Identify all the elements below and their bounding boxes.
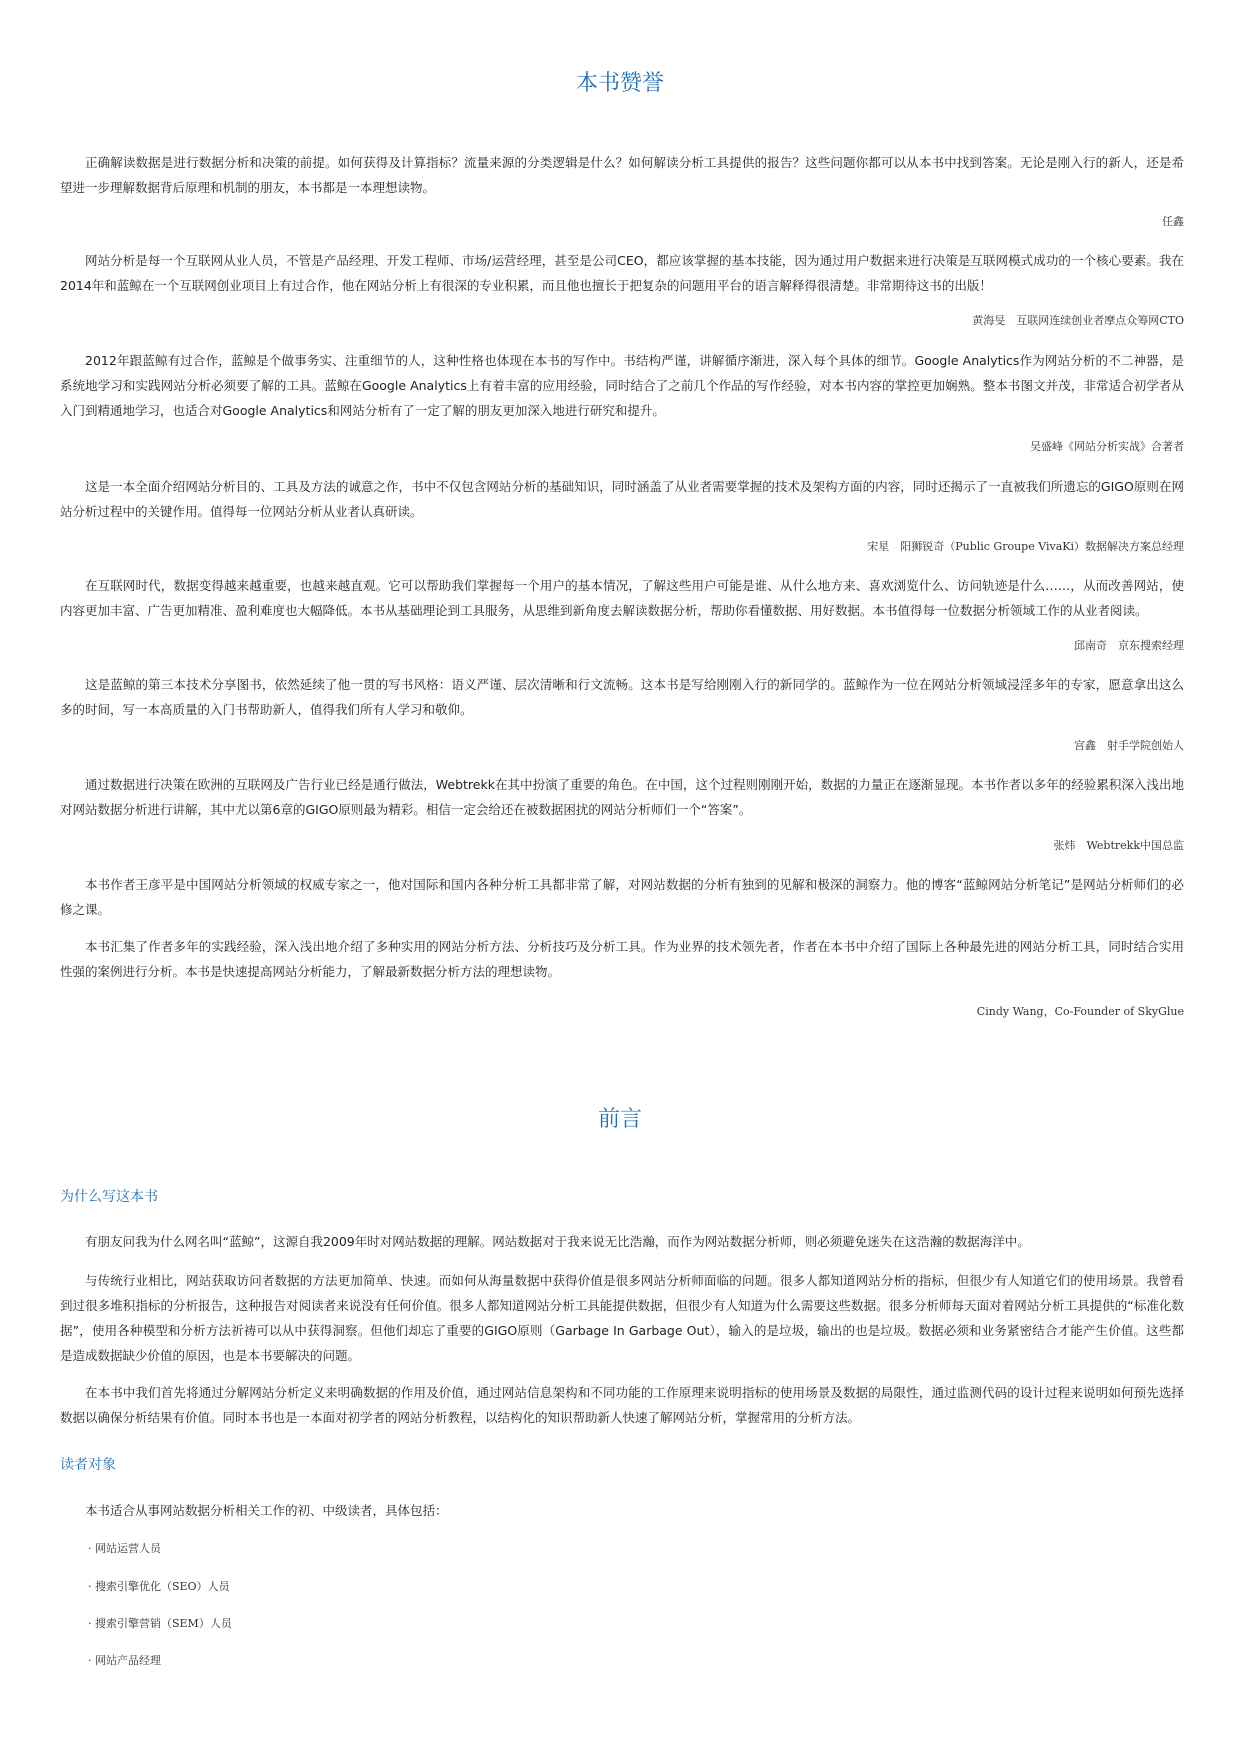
praise-item	[60, 150, 1184, 200]
why-heading: 为什么写这本书	[60, 1189, 158, 1205]
praise-text: 本书作者王彦平是中国网站分析领域的权威专家之一，他对国际和国内各种分析工具都非常了解，对网站数据的分析有独到的见解和极深的洞察力。他的博客“蓝鲸网站分析笔记”是网站分析师们的必修之课。	[60, 877, 1184, 917]
praise-text: 网站分析是每一个互联网从业人员，不管是产品经理、开发工程师、市场/运营经理，甚至是公司CEO，都应该掌握的基本技能，因为通过用户数据来进行决策是互联网模式成功的一个核心要素。我在2014年和蓝鲸在一个互联网创业项目上有过合作，他在网站分析上有很深的专业积累，而且他也擅长于把复杂的问题用平台的语言解释得很清楚。非常期待这书的出版！	[60, 253, 1184, 293]
praise-attribution: Cindy Wang，Co-Founder of SkyGlue	[976, 1005, 1184, 1018]
praise-attribution: 吴盛峰《网站分析实战》合著者	[1030, 440, 1184, 453]
praise-text: 通过数据进行决策在欧洲的互联网及广告行业已经是通行做法，Webtrekk在其中扮演了重要的角色。在中国，这个过程则刚刚开始，数据的力量正在逐渐显现。本书作者以多年的经验累积深入浅出地对网站数据分析进行讲解，其中尤以第6章的GIGO原则最为精彩。相信一定会给还在被数据困扰的网站分析师们一个“答案”。	[60, 777, 1184, 817]
praise-item	[60, 772, 1184, 822]
praise-item	[60, 872, 1184, 922]
praise-attribution: 宋星 阳狮锐奇（Public Groupe VivaKi）数据解决方案总经理	[867, 540, 1184, 553]
praise-text: 2012年跟蓝鲸有过合作，蓝鲸是个做事务实、注重细节的人，这种性格也体现在本书的写作中。书结构严谨，讲解循序渐进，深入每个具体的细节。Google Analytics作为网站分析的不二神器，是系统地学习和实践网站分析必须要了解的工具。蓝鲸在Google Analytics上有着丰富的应用经验，同时结合了之前几个作品的写作经验，对本书内容的掌控更加娴熟。整本书图文并茂，非常适合初学者从入门到精通地学习，也适合对Google Analytics和网站分析有了一定了解的朋友更加深入地进行研究和提升。	[60, 353, 1184, 418]
praise-item	[60, 248, 1184, 298]
readers-intro-text: 本书适合从事网站数据分析相关工作的初、中级读者，具体包括：	[85, 1503, 448, 1518]
praise-attribution: 宫鑫 射手学院创始人	[1074, 739, 1184, 752]
preface-paragraph	[60, 1268, 1184, 1368]
praise-item	[60, 672, 1184, 722]
reader-list-item: · 搜索引擎营销（SEM）人员	[88, 1617, 232, 1630]
praise-text: 在互联网时代，数据变得越来越重要，也越来越直观。它可以帮助我们掌握每一个用户的基本情况，了解这些用户可能是谁、从什么地方来、喜欢浏览什么、访问轨迹是什么……，从而改善网站，使内容更加丰富、广告更加精准、盈利难度也大幅降低。本书从基础理论到工具服务，从思维到新角度去解读数据分析，帮助你看懂数据、用好数据。本书值得每一位数据分析领域工作的从业者阅读。	[60, 578, 1184, 618]
reader-list-item: · 搜索引擎优化（SEO）人员	[88, 1580, 230, 1593]
readers-intro	[60, 1498, 1184, 1523]
praise-text: 正确解读数据是进行数据分析和决策的前提。如何获得及计算指标？流量来源的分类逻辑是什么？如何解读分析工具提供的报告？这些问题你都可以从本书中找到答案。无论是刚入行的新人，还是希望进一步理解数据背后原理和机制的朋友，本书都是一本理想读物。	[60, 155, 1184, 195]
praise-item	[60, 348, 1184, 423]
praise-attribution: 张炜 Webtrekk中国总监	[1053, 839, 1184, 852]
praise-item	[60, 934, 1184, 984]
reader-list-item: · 网站运营人员	[88, 1542, 161, 1555]
praise-attribution: 邱南奇 京东搜索经理	[1074, 639, 1184, 652]
praise-text: 本书汇集了作者多年的实践经验，深入浅出地介绍了多种实用的网站分析方法、分析技巧及分析工具。作为业界的技术领先者，作者在本书中介绍了国际上各种最先进的网站分析工具，同时结合实用性强的案例进行分析。本书是快速提高网站分析能力，了解最新数据分析方法的理想读物。	[60, 939, 1184, 979]
praise-attribution: 黄海旻 互联网连续创业者摩点众筹网CTO	[972, 314, 1184, 327]
praise-attribution: 任鑫	[1162, 215, 1184, 228]
preface-text: 与传统行业相比，网站获取访问者数据的方法更加简单、快速。而如何从海量数据中获得价值是很多网站分析师面临的问题。很多人都知道网站分析的指标，但很少有人知道它们的使用场景。我曾看到过很多堆积指标的分析报告，这种报告对阅读者来说没有任何价值。很多人都知道网站分析工具能提供数据，但很少有人知道为什么需要这些数据。很多分析师每天面对着网站分析工具提供的“标准化数据”，使用各种模型和分析方法祈祷可以从中获得洞察。但他们却忘了重要的GIGO原则（Garbage In Garbage Out），输入的是垃圾，输出的也是垃圾。数据必须和业务紧密结合才能产生价值。这些都是造成数据缺少价值的原因，也是本书要解决的问题。	[60, 1273, 1184, 1363]
readers-heading: 读者对象	[60, 1457, 116, 1473]
praise-text: 这是一本全面介绍网站分析目的、工具及方法的诚意之作，书中不仅包含网站分析的基础知识，同时涵盖了从业者需要掌握的技术及架构方面的内容，同时还揭示了一直被我们所遗忘的GIGO原则在网站分析过程中的关键作用。值得每一位网站分析从业者认真研读。	[60, 479, 1184, 519]
preface-paragraph	[60, 1229, 1184, 1254]
praise-title: 本书赞誉	[575, 71, 664, 96]
preface-paragraph	[60, 1380, 1184, 1430]
preface-title: 前言	[597, 1107, 642, 1132]
praise-item	[60, 474, 1184, 524]
reader-list-item: · 网站产品经理	[88, 1654, 161, 1667]
preface-text: 在本书中我们首先将通过分解网站分析定义来明确数据的作用及价值，通过网站信息架构和不同功能的工作原理来说明指标的使用场景及数据的局限性，通过监测代码的设计过程来说明如何预先选择数据以确保分析结果有价值。同时本书也是一本面对初学者的网站分析教程，以结构化的知识帮助新人快速了解网站分析，掌握常用的分析方法。	[60, 1385, 1184, 1425]
praise-item	[60, 573, 1184, 623]
preface-text: 有朋友问我为什么网名叫“蓝鲸”，这源自我2009年时对网站数据的理解。网站数据对于我来说无比浩瀚，而作为网站数据分析师，则必须避免迷失在这浩瀚的数据海洋中。	[85, 1234, 1030, 1249]
praise-text: 这是蓝鲸的第三本技术分享图书，依然延续了他一贯的写书风格：语义严谨、层次清晰和行文流畅。这本书是写给刚刚入行的新同学的。蓝鲸作为一位在网站分析领域浸淫多年的专家，愿意拿出这么多的时间，写一本高质量的入门书帮助新人，值得我们所有人学习和敬仰。	[60, 677, 1184, 717]
